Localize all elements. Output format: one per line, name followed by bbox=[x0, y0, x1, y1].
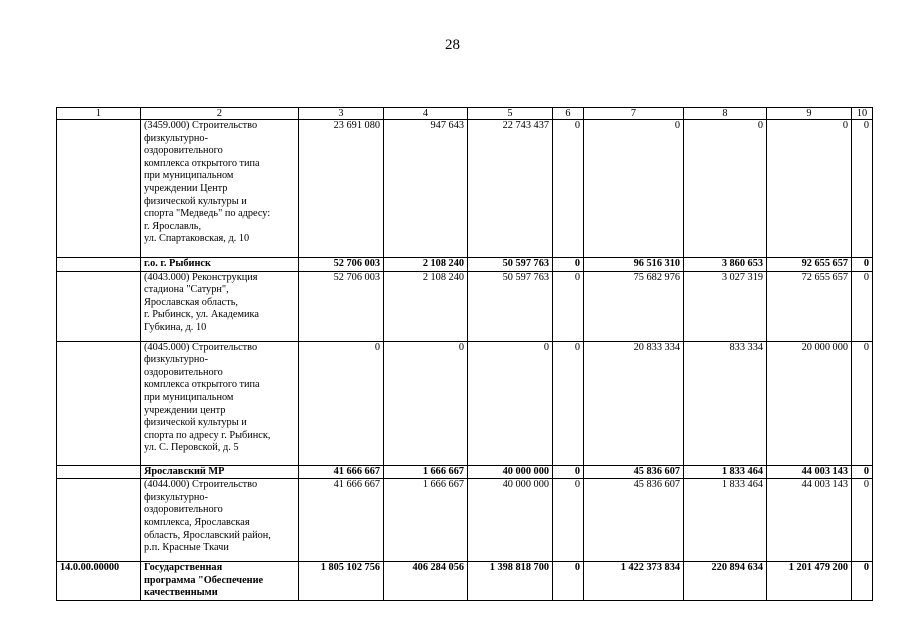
value-cell: 52 706 003 bbox=[299, 271, 384, 341]
value-cell: 75 682 976 bbox=[584, 271, 684, 341]
header-cell: 1 bbox=[57, 108, 141, 120]
value-cell: 0 bbox=[553, 271, 584, 341]
table-row-subtotal bbox=[57, 258, 873, 272]
value-cell: 50 597 763 bbox=[468, 258, 553, 272]
value-cell: 72 655 657 bbox=[767, 271, 852, 341]
value-cell: 0 bbox=[553, 562, 584, 601]
value-cell: 1 666 667 bbox=[384, 479, 468, 562]
header-cell: 8 bbox=[684, 108, 767, 120]
description-cell: г.о. г. Рыбинск bbox=[141, 258, 299, 272]
value-cell: 45 836 607 bbox=[584, 465, 684, 479]
value-cell: 2 108 240 bbox=[384, 258, 468, 272]
description-cell: (3459.000) Строительство физкультурно- оздоровительного комплекса открытого типа при муниципальном учреждении Центр физической культуры и спорта "Медведь" по адресу: г. Ярославль, ул. Спартаковская, д. 10 bbox=[141, 120, 299, 258]
code-cell bbox=[57, 120, 141, 258]
code-cell: 14.0.00.00000 bbox=[57, 562, 141, 601]
table-row-subtotal bbox=[57, 465, 873, 479]
value-cell: 833 334 bbox=[684, 341, 767, 465]
code-cell bbox=[57, 479, 141, 562]
value-cell: 0 bbox=[299, 341, 384, 465]
header-cell: 9 bbox=[767, 108, 852, 120]
value-cell: 0 bbox=[852, 341, 873, 465]
header-cell: 3 bbox=[299, 108, 384, 120]
code-cell bbox=[57, 465, 141, 479]
table-row bbox=[57, 120, 873, 258]
value-cell: 41 666 667 bbox=[299, 479, 384, 562]
value-cell: 0 bbox=[852, 258, 873, 272]
header-cell: 5 bbox=[468, 108, 553, 120]
value-cell: 0 bbox=[684, 120, 767, 258]
value-cell: 41 666 667 bbox=[299, 465, 384, 479]
value-cell: 0 bbox=[553, 258, 584, 272]
value-cell: 1 398 818 700 bbox=[468, 562, 553, 601]
header-row bbox=[57, 108, 873, 120]
description-cell: (4043.000) Реконструкция стадиона "Сатурн", Ярославская область, г. Рыбинск, ул. Академика Губкина, д. 10 bbox=[141, 271, 299, 341]
value-cell: 3 027 319 bbox=[684, 271, 767, 341]
header-cell: 6 bbox=[553, 108, 584, 120]
value-cell: 20 833 334 bbox=[584, 341, 684, 465]
description-cell: (4044.000) Строительство физкультурно- оздоровительного комплекса, Ярославская область, Ярославский район, р.п. Красные Ткачи bbox=[141, 479, 299, 562]
table-row-program bbox=[57, 562, 873, 601]
value-cell: 2 108 240 bbox=[384, 271, 468, 341]
value-cell: 45 836 607 bbox=[584, 479, 684, 562]
value-cell: 0 bbox=[553, 465, 584, 479]
code-cell bbox=[57, 258, 141, 272]
page-number: 28 bbox=[445, 37, 460, 53]
value-cell: 0 bbox=[584, 120, 684, 258]
value-cell: 0 bbox=[852, 479, 873, 562]
header-cell: 4 bbox=[384, 108, 468, 120]
value-cell: 50 597 763 bbox=[468, 271, 553, 341]
value-cell: 0 bbox=[852, 465, 873, 479]
value-cell: 40 000 000 bbox=[468, 479, 553, 562]
description-cell: Государственная программа "Обеспечение качественными bbox=[141, 562, 299, 601]
value-cell: 1 833 464 bbox=[684, 465, 767, 479]
value-cell: 96 516 310 bbox=[584, 258, 684, 272]
value-cell: 0 bbox=[852, 120, 873, 258]
description-cell: (4045.000) Строительство физкультурно- оздоровительного комплекса открытого типа при муниципальном учреждении центр физической культуры и спорта по адресу г. Рыбинск, ул. С. Перовской, д. 5 bbox=[141, 341, 299, 465]
value-cell: 220 894 634 bbox=[684, 562, 767, 601]
value-cell: 1 422 373 834 bbox=[584, 562, 684, 601]
value-cell: 0 bbox=[553, 341, 584, 465]
value-cell: 1 833 464 bbox=[684, 479, 767, 562]
value-cell: 1 666 667 bbox=[384, 465, 468, 479]
table-row bbox=[57, 271, 873, 341]
description-cell: Ярославский МР bbox=[141, 465, 299, 479]
value-cell: 40 000 000 bbox=[468, 465, 553, 479]
value-cell: 44 003 143 bbox=[767, 465, 852, 479]
table-row bbox=[57, 341, 873, 465]
value-cell: 947 643 bbox=[384, 120, 468, 258]
header-cell: 10 bbox=[852, 108, 873, 120]
value-cell: 1 805 102 756 bbox=[299, 562, 384, 601]
value-cell: 92 655 657 bbox=[767, 258, 852, 272]
value-cell: 3 860 653 bbox=[684, 258, 767, 272]
value-cell: 23 691 080 bbox=[299, 120, 384, 258]
value-cell: 52 706 003 bbox=[299, 258, 384, 272]
code-cell bbox=[57, 271, 141, 341]
header-cell: 7 bbox=[584, 108, 684, 120]
value-cell: 22 743 437 bbox=[468, 120, 553, 258]
code-cell bbox=[57, 341, 141, 465]
header-cell: 2 bbox=[141, 108, 299, 120]
value-cell: 0 bbox=[852, 562, 873, 601]
value-cell: 0 bbox=[384, 341, 468, 465]
value-cell: 0 bbox=[553, 479, 584, 562]
value-cell: 0 bbox=[468, 341, 553, 465]
table-row bbox=[57, 479, 873, 562]
value-cell: 0 bbox=[852, 271, 873, 341]
budget-table bbox=[56, 107, 873, 601]
value-cell: 44 003 143 bbox=[767, 479, 852, 562]
value-cell: 406 284 056 bbox=[384, 562, 468, 601]
value-cell: 20 000 000 bbox=[767, 341, 852, 465]
value-cell: 1 201 479 200 bbox=[767, 562, 852, 601]
value-cell: 0 bbox=[553, 120, 584, 258]
value-cell: 0 bbox=[767, 120, 852, 258]
